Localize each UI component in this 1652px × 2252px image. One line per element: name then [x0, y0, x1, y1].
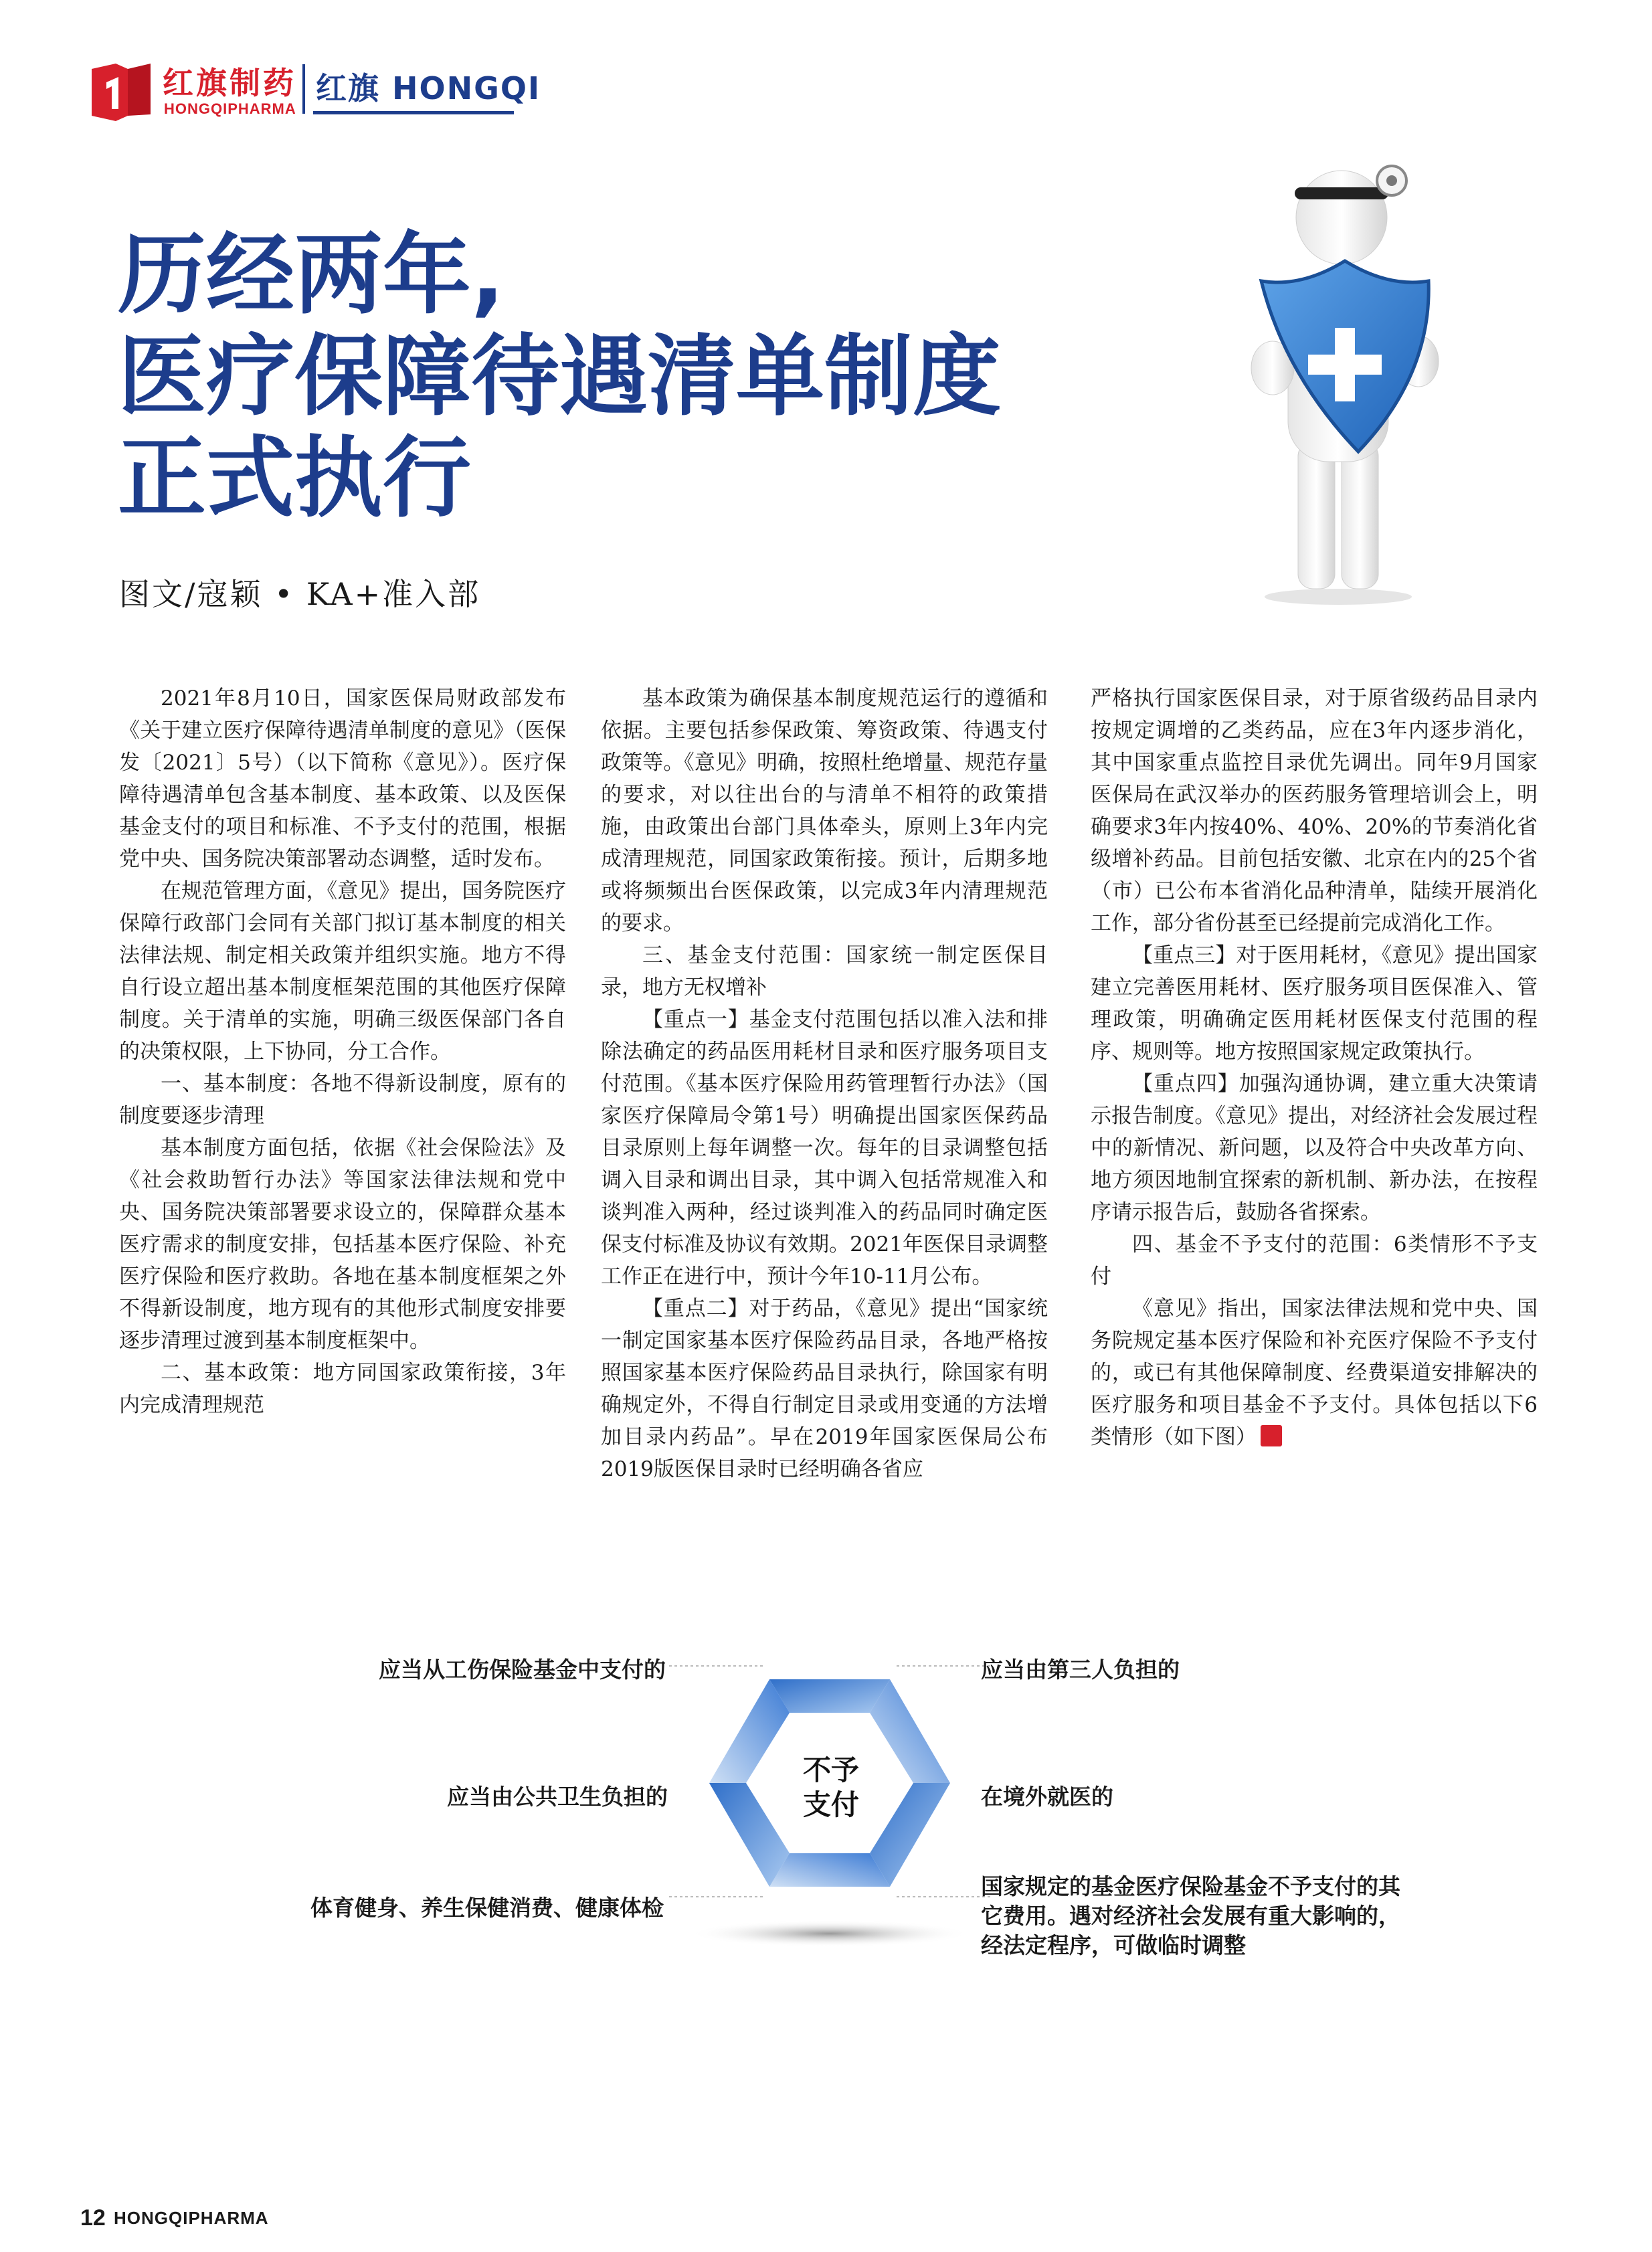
- diagram-label-right: 国家规定的基金医疗保险基金不予支付的其它费用。遇对经济社会发展有重大影响的，经法定程序，可做临时调整: [981, 1873, 1400, 1958]
- article-title: [118, 224, 1001, 529]
- hexagon-segment: [769, 1679, 890, 1713]
- diagram-label-right: 应当由第三人负担的: [981, 1657, 1180, 1683]
- section-heading: 四、基金不予支付的范围：6类情形不予支付: [1091, 1232, 1538, 1289]
- section-heading: 三、基金支付范围：国家统一制定医保目录，地方无权增补: [601, 943, 1048, 1000]
- logo-english-name: HONGQIPHARMA: [164, 100, 296, 117]
- doctor-shield-illustration: [1198, 154, 1479, 609]
- diagram-center-label: [777, 1753, 885, 1822]
- paragraph: 在规范管理方面，《意见》提出，国务院医疗保障行政部门会同有关部门拟订基本制度的相关法律法规、制定相关政策并组织实施。地方不得自行设立超出基本制度框架范围的其他医疗保障制度。关于清单的实施，明确三级医保部门各自的决策权限，上下协同，分工合作。: [119, 879, 566, 1064]
- article-column-3: [1091, 682, 1538, 1453]
- paragraph: 【重点二】对于药品，《意见》提出“国家统一制定国家基本医疗保险药品目录，各地严格按照国家基本医疗保险药品目录执行，除国家有明确规定外，不得自行制定目录或用变通的方法增加目录内药品”。早在2019年国家医保局公布2019版医保目录时已经明确各省应: [601, 1297, 1048, 1481]
- paragraph: [1091, 1293, 1538, 1453]
- section-heading: 二、基本政策：地方同国家政策衔接，3年内完成清理规范: [119, 1361, 566, 1417]
- article-column-2: [601, 682, 1048, 1485]
- header-brand: 红旗 HONGQI: [316, 70, 541, 106]
- diagram-label-left: 体育健身、养生保健消费、健康体检: [310, 1895, 664, 1921]
- paragraph: 严格执行国家医保目录，对于原省级药品目录内按规定调增的乙类药品，应在3年内逐步消化，其中国家重点监控目录优先调出。同年9月国家医保局在武汉举办的医药服务管理培训会上，明确要求3年内按40%、40%、20%的节奏消化省级增补药品。目前包括安徽、北京在内的25个省（市）已公布本省消化品种清单，陆续开展消化工作，部分省份甚至已经提前完成消化工作。: [1091, 686, 1538, 935]
- hexagon-segment: [769, 1853, 890, 1887]
- footer-brand: HONGQIPHARMA: [114, 2208, 269, 2228]
- paragraph: 【重点三】对于医用耗材，《意见》提出国家建立完善医用耗材、医疗服务项目医保准入、管理政策，明确确定医用耗材医保支付范围的程序、规则等。地方按照国家规定政策执行。: [1091, 943, 1538, 1064]
- title-line: 正式执行: [118, 427, 471, 530]
- header-brand-underline: [313, 111, 514, 114]
- paragraph: 基本制度方面包括，依据《社会保险法》及《社会救助暂行办法》等国家法律法规和党中央、国务院决策部署要求设立的，保障群众基本医疗需求的制度安排，包括基本医疗保险、补充医疗保险和医疗救助。各地在基本制度框架之外不得新设制度，地方现有的其他形式制度安排要逐步清理过渡到基本制度框架中。: [119, 1136, 566, 1353]
- paragraph-text: 《意见》指出，国家法律法规和党中央、国务院规定基本医疗保险和补充医疗保险不予支付的，或已有其他保障制度、经费渠道安排解决的医疗服务和项目基金不予支付。具体包括以下6类情形（如下图）: [1091, 1297, 1538, 1449]
- title-line: 医疗保障待遇清单制度: [118, 325, 1001, 428]
- title-line: 历经两年,: [118, 223, 505, 326]
- logo-chinese-name: 红旗制药: [163, 65, 296, 101]
- page-number: 12: [80, 2205, 106, 2231]
- diagram-label-left: 应当由公共卫生负担的: [447, 1784, 668, 1810]
- article-byline: 图文/寇颖 • KA+准入部: [119, 576, 481, 612]
- diagram-label-right: 在境外就医的: [981, 1784, 1113, 1810]
- diagram-label-left: 应当从工伤保险基金中支付的: [379, 1657, 666, 1683]
- section-heading: 一、基本制度：各地不得新设制度，原有的制度要逐步清理: [119, 1072, 566, 1128]
- center-line: 不予: [802, 1754, 859, 1786]
- paragraph: 【重点四】加强沟通协调，建立重大决策请示报告制度。《意见》提出，对经济社会发展过程中的新情况、新问题，以及符合中央改革方向、地方须因地制宜探索的新机制、新办法，在按程序请示报告后，鼓励各省探索。: [1091, 1072, 1538, 1224]
- center-line: 支付: [802, 1788, 859, 1821]
- paragraph: 【重点一】基金支付范围包括以准入法和排除法确定的药品医用耗材目录和医疗服务项目支付范围。《基本医疗保险用药管理暂行办法》（国家医疗保障局令第1号）明确提出国家医保药品目录原则上每年调整一次。每年的目录调整包括调入目录和调出目录，其中调入包括常规准入和谈判准入两种，经过谈判准入的药品同时确定医保支付标准及协议有效期。2021年医保目录调整工作正在进行中，预计今年10-11月公布。: [601, 1008, 1048, 1289]
- paragraph: 基本政策为确保基本制度规范运行的遵循和依据。主要包括参保政策、筹资政策、待遇支付政策等。《意见》明确，按照杜绝增量、规范存量的要求，对以往出台的与清单不相符的政策措施，由政策出台部门具体牵头，原则上3年内完成清理规范，同国家政策衔接。预计，后期多地或将频频出台医保政策，以完成3年内清理规范的要求。: [601, 686, 1048, 935]
- article-column-1: [119, 682, 566, 1421]
- hongqi-logo-icon: [89, 62, 153, 121]
- end-mark-icon: [1261, 1425, 1282, 1446]
- paragraph: 2021年8月10日，国家医保局财政部发布《关于建立医疗保障待遇清单制度的意见》（医保发〔2021〕5号）（以下简称《意见》）。医疗保障待遇清单包含基本制度、基本政策、以及医保基金支付的项目和标准、不予支付的范围，根据党中央、国务院决策部署动态调整，适时发布。: [119, 686, 566, 871]
- logo-divider: [302, 64, 305, 114]
